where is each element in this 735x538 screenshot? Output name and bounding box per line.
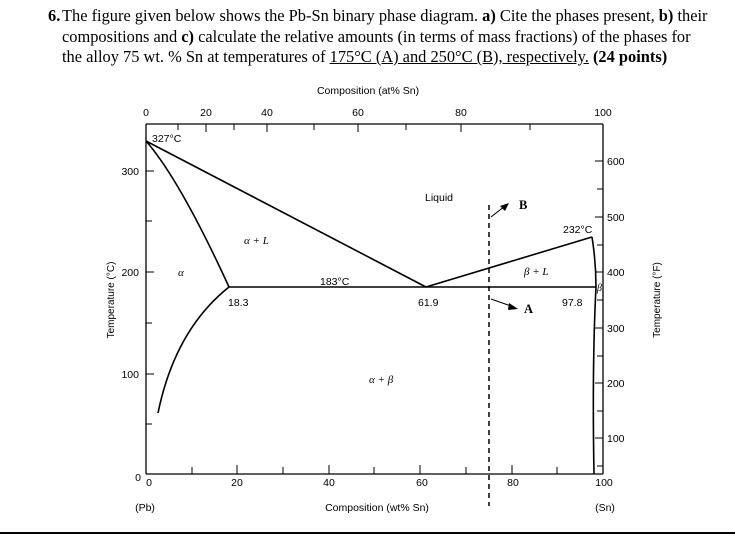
part-b-marker: b)	[658, 6, 674, 25]
solidus-beta	[592, 237, 596, 287]
top-tick-40: 40	[261, 107, 273, 119]
part-c-marker: c)	[181, 26, 195, 46]
question-seg1: The figure given below shows the Pb-Sn binary phase diagram.	[62, 6, 483, 25]
alpha-liquid-region-label: α + L	[244, 235, 269, 247]
pb-melting-label: 327°C	[152, 133, 182, 145]
eutectic-composition-label: 61.9	[418, 297, 439, 309]
bottom-axis-label: Composition (wt% Sn)	[325, 502, 429, 514]
right-tick-300: 300	[607, 323, 625, 335]
right-tick-500: 500	[607, 212, 625, 224]
bottom-tick-20: 20	[231, 477, 243, 489]
top-tick-20: 20	[200, 107, 212, 119]
question-seg2: Cite the phases present,	[495, 6, 659, 25]
alpha-region-label: α	[178, 267, 184, 279]
top-ticks	[146, 124, 603, 132]
bottom-tick-0: 0	[146, 477, 152, 489]
solvus-alpha	[158, 287, 229, 413]
point-a-arrowhead	[508, 303, 518, 310]
left-tick-300: 300	[121, 166, 139, 178]
point-b-arrowhead	[500, 203, 509, 211]
point-a-arrow	[491, 299, 511, 306]
part-a-marker: a)	[482, 6, 496, 25]
bottom-tick-60: 60	[416, 477, 428, 489]
left-tick-0: 0	[135, 472, 141, 484]
point-a-label: A	[524, 302, 534, 316]
left-axis-label: Temperature (°C)	[106, 261, 117, 339]
top-tick-60: 60	[352, 107, 364, 119]
bottom-tick-40: 40	[323, 477, 335, 489]
bottom-tick-80: 80	[507, 477, 519, 489]
beta-region-label: β	[597, 283, 602, 294]
liquidus-right	[426, 237, 592, 287]
left-ticks	[146, 171, 154, 424]
temperature-conditions: 175°C (A) and 250°C (B), respectively.	[329, 47, 589, 66]
left-tick-100: 100	[121, 369, 139, 381]
solvus-beta	[593, 287, 596, 474]
top-tick-100: 100	[594, 107, 612, 119]
bottom-tick-100: 100	[595, 477, 613, 489]
alpha-composition-label: 18.3	[228, 297, 249, 309]
beta-liquid-region-label: β + L	[524, 266, 549, 278]
sn-melting-label: 232°C	[563, 224, 593, 236]
right-tick-200: 200	[607, 378, 625, 390]
bottom-divider	[0, 532, 735, 534]
top-tick-0: 0	[143, 107, 149, 119]
liquid-region-label: Liquid	[425, 192, 454, 204]
liquidus-left	[146, 141, 426, 287]
question-number: 6.	[48, 6, 61, 25]
question-seg3: their compositions and	[62, 6, 708, 46]
point-b-label: B	[519, 198, 528, 212]
right-tick-400: 400	[607, 267, 625, 279]
sn-end-label: (Sn)	[595, 502, 615, 514]
eutectic-temp-label: 183°C	[320, 276, 350, 288]
beta-composition-label: 97.8	[562, 297, 583, 309]
top-tick-80: 80	[455, 107, 467, 119]
alpha-beta-region-label: α + β	[369, 374, 394, 386]
right-tick-600: 600	[607, 156, 625, 168]
question-seg4: calculate the relative amounts (in terms of mass fractions) of the phases for the alloy 75 wt. % Sn at temperatures of	[62, 26, 691, 66]
right-tick-100: 100	[607, 433, 625, 445]
pb-end-label: (Pb)	[135, 502, 155, 514]
question-points: (24 points)	[588, 47, 668, 66]
right-axis-label: Temperature (°F)	[652, 262, 663, 338]
bottom-ticks	[192, 465, 557, 474]
left-tick-200: 200	[121, 267, 139, 279]
top-axis-label: Composition (at% Sn)	[316, 85, 420, 97]
right-ticks	[595, 161, 603, 466]
